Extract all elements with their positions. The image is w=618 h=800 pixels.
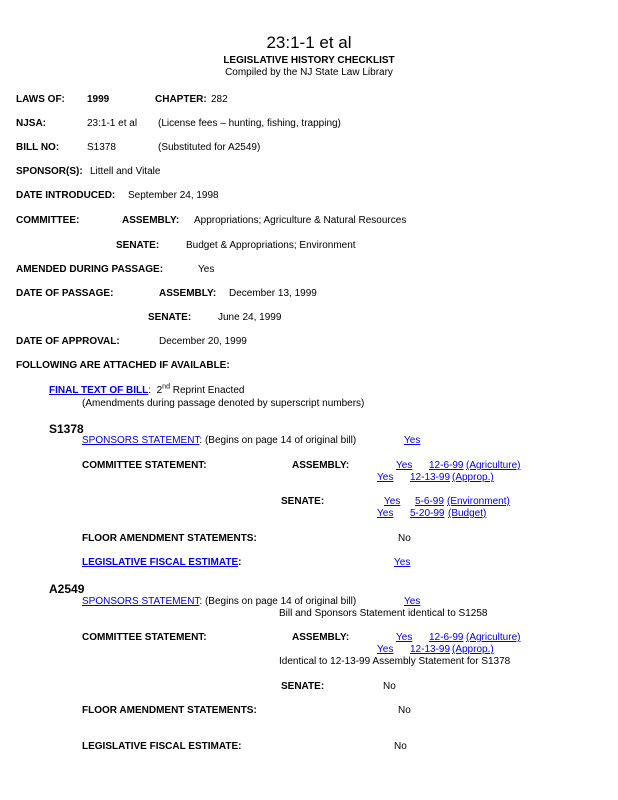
final-text-colon: : xyxy=(148,385,152,396)
s1378-senate-date-2[interactable]: 5-20-99 xyxy=(410,508,445,519)
s1378-fiscal-line xyxy=(82,557,241,569)
bill-no-value: S1378 xyxy=(87,142,116,153)
a2549-senate-label: SENATE: xyxy=(281,681,325,692)
a2549-assembly-committee-2[interactable]: (Approp.) xyxy=(452,644,494,655)
passage-label: DATE OF PASSAGE: xyxy=(16,288,114,299)
a2549-assembly-date-2[interactable]: 12-13-99 xyxy=(410,644,451,655)
a2549-senate-value: No xyxy=(383,681,396,692)
s1378-fiscal-yes-link[interactable]: Yes xyxy=(394,557,411,568)
date-introduced-label: DATE INTRODUCED: xyxy=(16,190,116,201)
approval-value: December 20, 1999 xyxy=(159,336,247,347)
njsa-label: NJSA: xyxy=(16,118,47,129)
s1378-assembly-yes-1[interactable]: Yes xyxy=(396,460,413,471)
a2549-assembly-label: ASSEMBLY: xyxy=(292,632,350,643)
checklist-subtitle: LEGISLATIVE HISTORY CHECKLIST xyxy=(223,55,395,66)
passage-assembly-value: December 13, 1999 xyxy=(229,288,317,299)
a2549-heading: A2549 xyxy=(49,582,85,596)
committee-label: COMMITTEE: xyxy=(16,215,80,226)
s1378-sponsors-line xyxy=(82,435,356,447)
s1378-senate-date-1[interactable]: 5-6-99 xyxy=(415,496,444,507)
date-introduced-value: September 24, 1998 xyxy=(128,190,219,201)
s1378-senate-committee-1[interactable]: (Environment) xyxy=(447,496,510,507)
passage-senate-label: SENATE: xyxy=(148,312,192,323)
committee-senate-label: SENATE: xyxy=(116,240,160,251)
s1378-assembly-committee-1[interactable]: (Agriculture) xyxy=(466,460,521,471)
sponsors-value: Littell and Vitale xyxy=(90,166,161,177)
a2549-sponsors-line xyxy=(82,596,356,608)
bill-no-note: (Substituted for A2549) xyxy=(158,142,261,153)
compiled-by: Compiled by the NJ State Law Library xyxy=(225,67,393,78)
a2549-assembly-yes-1[interactable]: Yes xyxy=(396,632,413,643)
committee-senate-value: Budget & Appropriations; Environment xyxy=(186,240,356,251)
s1378-sponsors-statement-link[interactable]: SPONSORS STATEMENT xyxy=(82,435,200,446)
final-text-link[interactable]: FINAL TEXT OF BILL xyxy=(49,385,149,396)
a2549-floor-value: No xyxy=(398,705,411,716)
page-title: 23:1-1 et al xyxy=(266,33,352,52)
amended-label: AMENDED DURING PASSAGE: xyxy=(16,264,164,275)
laws-of-label: LAWS OF: xyxy=(16,94,65,105)
passage-senate-value: June 24, 1999 xyxy=(218,312,282,323)
passage-assembly-label: ASSEMBLY: xyxy=(159,288,217,299)
a2549-assembly-yes-2[interactable]: Yes xyxy=(377,644,394,655)
s1378-assembly-label: ASSEMBLY: xyxy=(292,460,350,471)
committee-assembly-label: ASSEMBLY: xyxy=(122,215,180,226)
a2549-committee-label: COMMITTEE STATEMENT: xyxy=(82,632,207,643)
s1378-floor-value: No xyxy=(398,533,411,544)
s1378-fiscal-estimate-link[interactable]: LEGISLATIVE FISCAL ESTIMATE xyxy=(82,557,239,568)
a2549-assembly-identical: Identical to 12-13-99 Assembly Statement for S1378 xyxy=(279,656,511,667)
attached-heading: FOLLOWING ARE ATTACHED IF AVAILABLE: xyxy=(16,360,230,371)
a2549-assembly-date-1[interactable]: 12-6-99 xyxy=(429,632,464,643)
final-text-note: (Amendments during passage denoted by superscript numbers) xyxy=(82,398,365,409)
s1378-assembly-date-2[interactable]: 12-13-99 xyxy=(410,472,451,483)
bill-no-label: BILL NO: xyxy=(16,142,60,153)
s1378-senate-committee-2[interactable]: (Budget) xyxy=(448,508,487,519)
njsa-description: (License fees – hunting, fishing, trapping) xyxy=(158,118,341,129)
s1378-senate-yes-1[interactable]: Yes xyxy=(384,496,401,507)
chapter-value: 282 xyxy=(211,94,228,105)
a2549-assembly-committee-1[interactable]: (Agriculture) xyxy=(466,632,521,643)
final-text-reprint-number: 2 xyxy=(156,385,163,396)
committee-assembly-value: Appropriations; Agriculture & Natural Resources xyxy=(194,215,407,226)
a2549-fiscal-label: LEGISLATIVE FISCAL ESTIMATE: xyxy=(82,741,242,752)
a2549-floor-label: FLOOR AMENDMENT STATEMENTS: xyxy=(82,705,257,716)
sponsors-label: SPONSOR(S): xyxy=(16,166,83,177)
s1378-assembly-committee-2[interactable]: (Approp.) xyxy=(452,472,494,483)
amended-value: Yes xyxy=(198,264,215,275)
approval-label: DATE OF APPROVAL: xyxy=(16,336,120,347)
s1378-fiscal-colon: : xyxy=(238,557,242,568)
s1378-assembly-date-1[interactable]: 12-6-99 xyxy=(429,460,464,471)
s1378-senate-yes-2[interactable]: Yes xyxy=(377,508,394,519)
final-text-superscript: nd xyxy=(162,383,170,391)
final-text-reprint: Reprint Enacted xyxy=(169,385,245,396)
s1378-heading: S1378 xyxy=(49,422,84,436)
final-text-line xyxy=(49,385,244,397)
a2549-sponsors-identical: Bill and Sponsors Statement identical to S1258 xyxy=(279,608,488,619)
a2549-sponsors-yes-link[interactable]: Yes xyxy=(404,596,421,607)
s1378-senate-label: SENATE: xyxy=(281,496,325,507)
s1378-assembly-yes-2[interactable]: Yes xyxy=(377,472,394,483)
s1378-floor-label: FLOOR AMENDMENT STATEMENTS: xyxy=(82,533,257,544)
laws-of-value: 1999 xyxy=(87,94,110,105)
a2549-sponsors-note: : (Begins on page 14 of original bill) xyxy=(199,596,357,607)
a2549-fiscal-value: No xyxy=(394,741,407,752)
a2549-sponsors-statement-link[interactable]: SPONSORS STATEMENT xyxy=(82,596,200,607)
s1378-committee-label: COMMITTEE STATEMENT: xyxy=(82,460,207,471)
njsa-value: 23:1-1 et al xyxy=(87,118,138,129)
s1378-sponsors-yes-link[interactable]: Yes xyxy=(404,435,421,446)
s1378-sponsors-note: : (Begins on page 14 of original bill) xyxy=(199,435,357,446)
chapter-label: CHAPTER: xyxy=(155,94,207,105)
